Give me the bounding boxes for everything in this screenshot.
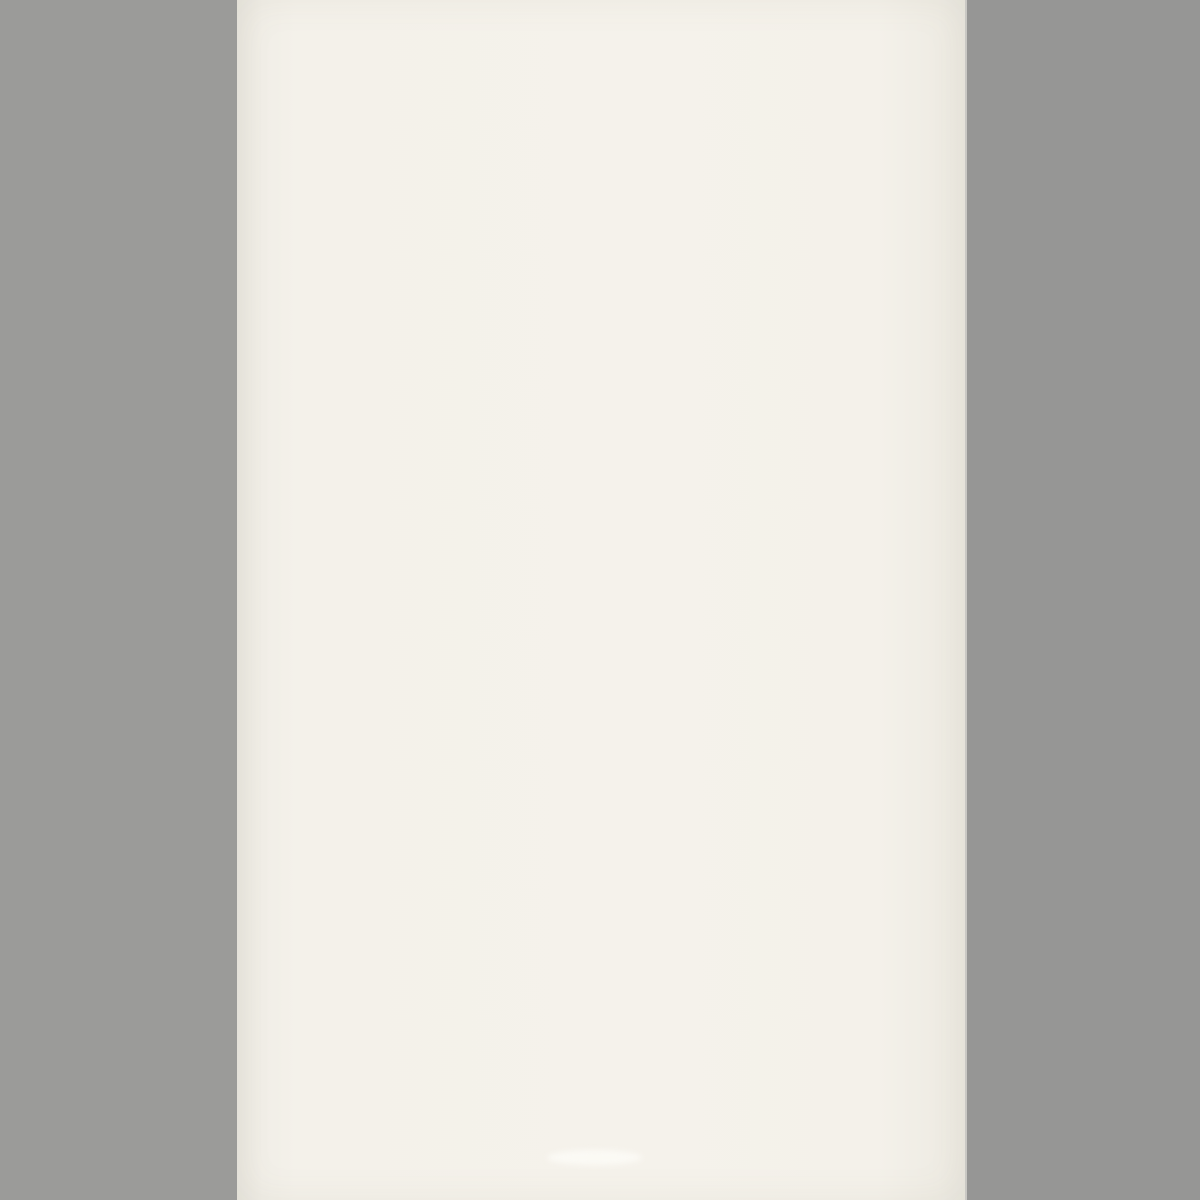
toc-list (295, 0, 895, 1200)
photo-backdrop-left (0, 0, 237, 1200)
book-page (237, 0, 967, 1200)
photo-backdrop-right (965, 0, 1200, 1200)
correction-smudge (547, 1150, 642, 1165)
